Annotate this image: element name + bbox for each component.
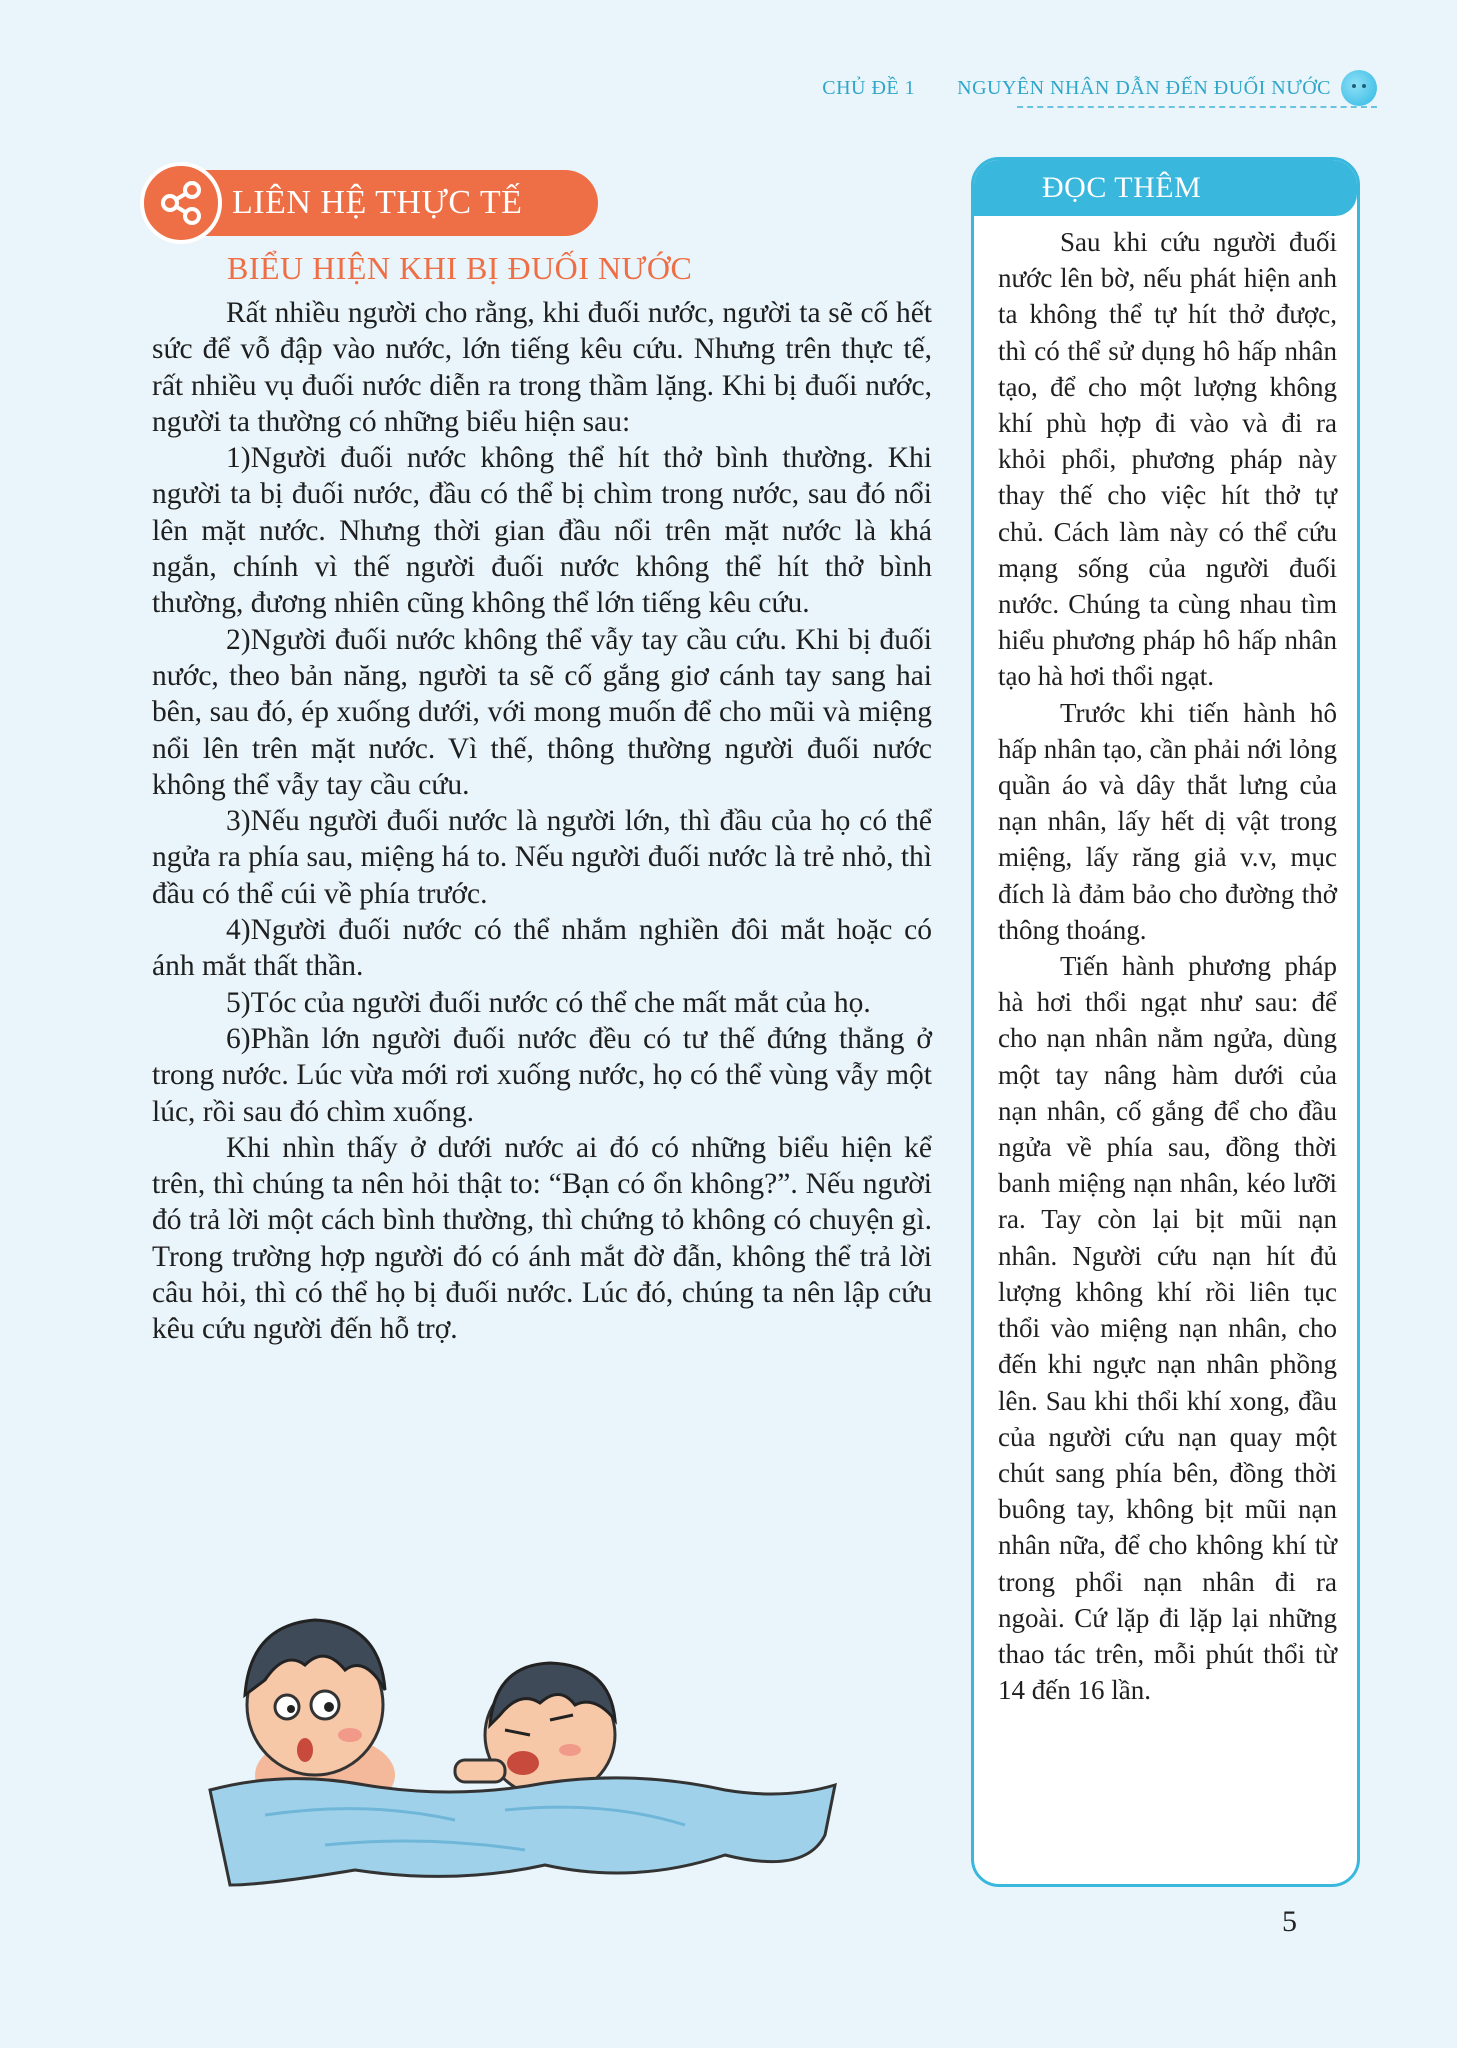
section-banner [146, 170, 598, 236]
main-paragraph: 4)Người đuối nước có thể nhắm nghiền đôi mắt hoặc có ánh mắt thất thần. [152, 914, 932, 983]
drowning-boys-illustration [205, 1585, 845, 1895]
article-subtitle: BIỂU HIỆN KHI BỊ ĐUỐI NƯỚC [227, 250, 693, 286]
main-paragraph: 1)Người đuối nước không thể hít thở bình thường. Khi người ta bị đuối nước, đầu có thể bị chìm trong nước, sau đó nổi lên mặt nước. Nhưng thời gian đầu nổi trên mặt nước là khá ngắn, chính vì thế người đuối nước không thể hít thở bình thường, đương nhiên cũng không thể lớn tiếng kêu cứu. [152, 442, 932, 620]
sidebar-paragraph: Trước khi tiến hành hô hấp nhân tạo, cần phải nới lỏng quần áo và dây thắt lưng của nạn nhân, lấy hết dị vật trong miệng, lấy răng giả v.v, mục đích là đảm bảo cho đường thở thông thoáng. [998, 697, 1337, 945]
boy-right [455, 1663, 615, 1797]
page-number: 5 [1282, 1905, 1297, 1938]
chapter-topic: NGUYÊN NHÂN DẪN ĐẾN ĐUỐI NƯỚC [957, 76, 1331, 99]
reading-sidebar [971, 157, 1360, 1887]
running-header [822, 70, 1377, 106]
sidebar-paragraph: Sau khi cứu người đuối nước lên bờ, nếu phát hiện anh ta không thể tự hít thở được, thì có thể sử dụng hô hấp nhân tạo, để cho một lượng không khí phù hợp đi vào và đi ra khỏi phổi, phương pháp này thay thế cho việc hít thở tự chủ. Cách làm này có thể cứu mạng sống của người đuối nước. Chúng ta cùng nhau tìm hiểu phương pháp hô hấp nhân tạo hà hơi thổi ngạt. [998, 227, 1337, 692]
sidebar-body [974, 216, 1357, 1708]
share-icon [140, 162, 222, 244]
chapter-label: CHỦ ĐỀ 1 [822, 76, 916, 99]
main-paragraph: 3)Nếu người đuối nước là người lớn, thì đầu của họ có thể ngửa ra phía sau, miệng há to. Nếu người đuối nước là trẻ nhỏ, thì đầu có thể cúi về phía trước. [152, 805, 932, 910]
header-divider [1017, 106, 1377, 108]
main-paragraph: 2)Người đuối nước không thể vẫy tay cầu cứu. Khi bị đuối nước, theo bản năng, người ta sẽ cố gắng giơ cánh tay sang hai bên, sau đó, ép xuống dưới, với mong muốn để cho mũi và miệng nổi lên trên mặt nước. Vì thế, thông thường người đuối nước không thể vẫy tay cầu cứu. [152, 623, 932, 801]
sidebar-title: ĐỌC THÊM [974, 160, 1357, 216]
main-paragraph: Khi nhìn thấy ở dưới nước ai đó có những biểu hiện kể trên, thì chúng ta nên hỏi thật to: “Bạn có ổn không?”. Nếu người đó trả lời một cách bình thường, thì chứng tỏ không có chuyện gì. Trong trường hợp người đó có ánh mắt đờ đẫn, không thể trả lời câu hỏi, thì có thể họ bị đuối nước. Lúc đó, chúng ta nên lập cứu kêu cứu người đến hỗ trợ. [152, 1131, 932, 1346]
main-paragraph: 5)Tóc của người đuối nước có thể che mất mắt của họ. [226, 986, 871, 1019]
section-title: LIÊN HỆ THỰC TẾ [232, 184, 523, 221]
sidebar-paragraph: Tiến hành phương pháp hà hơi thổi ngạt như sau: để cho nạn nhân nằm ngửa, dùng một tay nâng hàm dưới của nạn nhân, cố gắng để cho đầu ngửa về phía sau, đồng thời banh miệng nạn nhân, kéo lưỡi ra. Tay còn lại bịt mũi nạn nhân. Người cứu nạn hít đủ lượng không khí rồi liên tục thổi vào miệng nạn nhân, cho đến khi ngực nạn nhân phồng lên. Sau khi thổi khí xong, đầu của người cứu nạn quay một chút sang phía bên, đồng thời buông tay, không bịt mũi nạn nhân nữa, để cho không khí từ trong phổi nạn nhân đi ra ngoài. Cứ lặp đi lặp lại những thao tác trên, mỗi phút thổi từ 14 đến 16 lần. [998, 951, 1337, 1706]
main-paragraph: 6)Phần lớn người đuối nước đều có tư thế đứng thẳng ở trong nước. Lúc vừa mới rơi xuống nước, họ có thể vùng vẫy một lúc, rồi sau đó chìm xuống. [152, 1022, 932, 1128]
main-paragraph: Rất nhiều người cho rằng, khi đuối nước, người ta sẽ cố hết sức để vỗ đập vào nước, lớn tiếng kêu cứu. Nhưng trên thực tế, rất nhiều vụ đuối nước diễn ra trong thầm lặng. Khi bị đuối nước, người ta thường có những biểu hiện sau: [152, 297, 932, 438]
main-column [152, 250, 932, 1348]
smiley-badge-icon [1341, 70, 1377, 106]
